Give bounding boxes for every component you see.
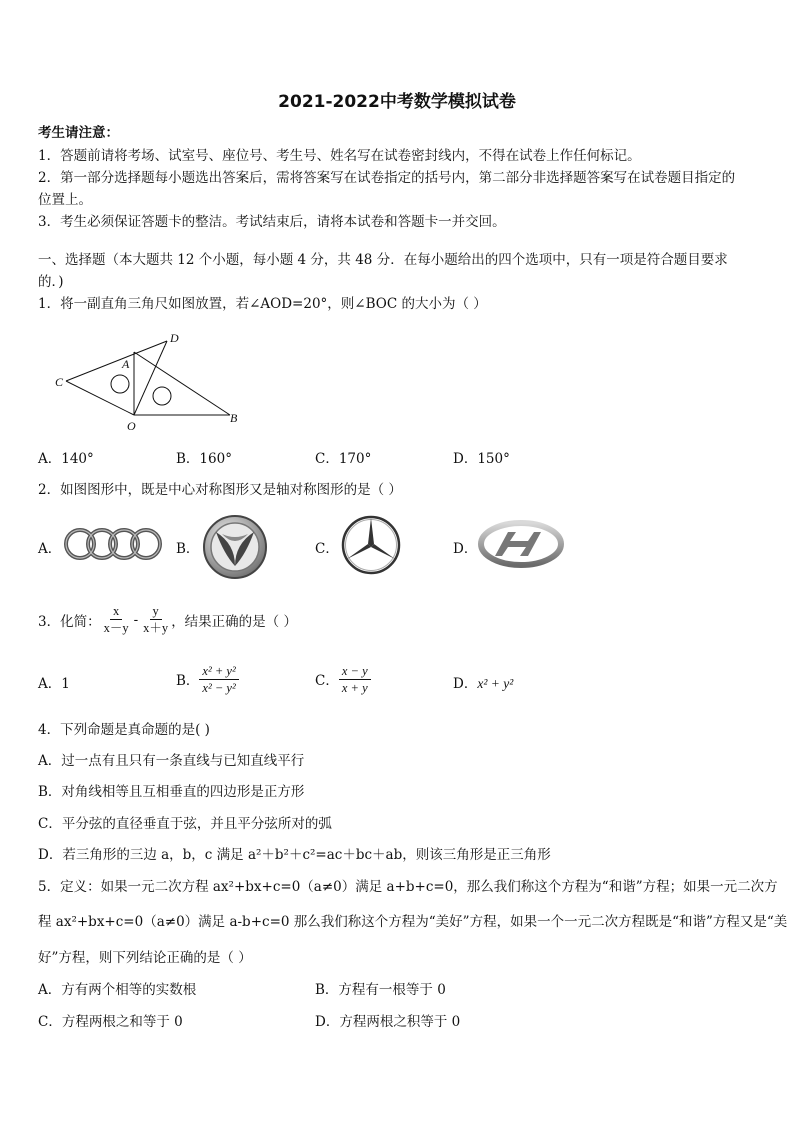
q2-option-d: D．: [453, 541, 478, 557]
dongfeng-logo-icon: [202, 514, 268, 580]
q3-f1-denominator: x－y: [103, 621, 129, 635]
q3-minus: -: [133, 611, 139, 628]
q3-f2-denominator: x＋y: [143, 621, 169, 635]
q2-option-a: A．: [38, 541, 62, 557]
q3-option-c-label: C．: [315, 673, 339, 689]
q3-option-c-numerator: x − y: [339, 663, 371, 680]
q1-stem: 1．将一副直角三角尺如图放置，若∠AOD=20°，则∠BOC 的大小为（ ）: [38, 296, 487, 312]
label-b: B: [230, 411, 238, 425]
q4-stem: 4．下列命题是真命题的是( ): [38, 722, 210, 738]
q2-option-c: C．: [315, 541, 339, 557]
q3-option-b-denominator: x² − y²: [202, 680, 236, 695]
q3-f1-numerator: x: [110, 603, 122, 620]
q3-option-d: [453, 672, 513, 692]
q5-option-b: B．方程有一根等于 0: [315, 982, 446, 998]
q4-option-c: C．平分弦的直径垂直于弦，并且平分弦所对的弧: [38, 816, 332, 832]
q3-option-b-label: B．: [176, 673, 200, 689]
label-d: D: [170, 331, 179, 345]
three-pointed-star-logo-icon: [340, 514, 402, 576]
q3-stem-suffix: ，结果正确的是（ ）: [171, 613, 297, 630]
q1-option-d: D．150°: [453, 451, 510, 467]
notice-heading: 考生请注意：: [38, 125, 119, 141]
q5-line-2: 程 ax²+bx+c=0（a≠0）满足 a-b+c=0 那么我们称这个方程为“美好”方程，如果一个一元二次方程既是“和谐”方程又是“美: [38, 914, 788, 930]
q3-stem: [38, 603, 297, 636]
q5-option-d: D．方程两根之积等于 0: [315, 1014, 461, 1030]
q5-option-a: A．方有两个相等的实数根: [38, 982, 197, 998]
q5-line-3: 好”方程，则下列结论正确的是（ ）: [38, 950, 252, 966]
q3-option-c: [315, 658, 371, 700]
q3-fraction-1: [101, 603, 132, 636]
q3-option-b-fraction: [199, 663, 238, 696]
q4-option-a: A．过一点有且只有一条直线与已知直线平行: [38, 753, 305, 769]
notice-item-2-cont: 位置上。: [38, 192, 92, 208]
q2-stem: 2．如图图形中，既是中心对称图形又是轴对称图形的是（ ）: [38, 482, 402, 498]
q3-option-a: A．1: [38, 676, 70, 692]
q3-option-b-numerator: x² + y²: [199, 663, 238, 680]
label-c: C: [55, 375, 64, 389]
q1-triangle-figure: [52, 328, 252, 436]
q3-option-c-denominator: x + y: [341, 680, 368, 695]
four-rings-logo-icon: [62, 524, 166, 564]
q1-option-c: C．170°: [315, 451, 372, 467]
page-title: 2021-2022中考数学模拟试卷: [278, 92, 516, 112]
q3-option-c-fraction: [339, 663, 371, 696]
section-heading-line1: 一、选择题（本大题共 12 个小题，每小题 4 分，共 48 分．在每小题给出的四个选项中，只有一项是符合题目要求: [38, 252, 728, 268]
q3-option-b: [176, 658, 239, 700]
q1-option-b: B．160°: [176, 451, 232, 467]
label-o: O: [127, 419, 136, 433]
label-a: A: [122, 357, 130, 371]
q5-option-c: C．方程两根之和等于 0: [38, 1014, 183, 1030]
q1-option-a: A．140°: [38, 451, 94, 467]
q4-option-b: B．对角线相等且互相垂直的四边形是正方形: [38, 784, 305, 800]
q3-f2-numerator: y: [150, 603, 162, 620]
q3-option-d-expression: x² + y²: [477, 676, 514, 691]
q3-fraction-2: [140, 603, 171, 636]
q3-option-d-label: D．: [453, 676, 478, 692]
q3-stem-prefix: 3．化简：: [38, 613, 101, 630]
notice-item-2: 2．第一部分选择题每小题选出答案后，需将答案写在试卷指定的括号内，第二部分非选择题答案写在试卷题目指定的: [38, 170, 736, 186]
notice-item-3: 3．考生必须保证答题卡的整洁。考试结束后，请将本试卷和答题卡一并交回。: [38, 214, 506, 230]
q5-line-1: 5．定义：如果一元二次方程 ax²+bx+c=0（a≠0）满足 a+b+c=0，那么我们称这个方程为“和谐”方程；如果一元二次方: [38, 879, 778, 895]
section-heading-line2: 的．): [38, 274, 64, 290]
q4-option-d: D．若三角形的三边 a，b，c 满足 a²＋b²＋c²=ac＋bc＋ab，则该三角形是正三角形: [38, 847, 551, 863]
slanted-h-logo-icon: [478, 520, 564, 568]
notice-item-1: 1．答题前请将考场、试室号、座位号、考生号、姓名写在试卷密封线内，不得在试卷上作任何标记。: [38, 148, 641, 164]
q2-option-b: B．: [176, 541, 200, 557]
